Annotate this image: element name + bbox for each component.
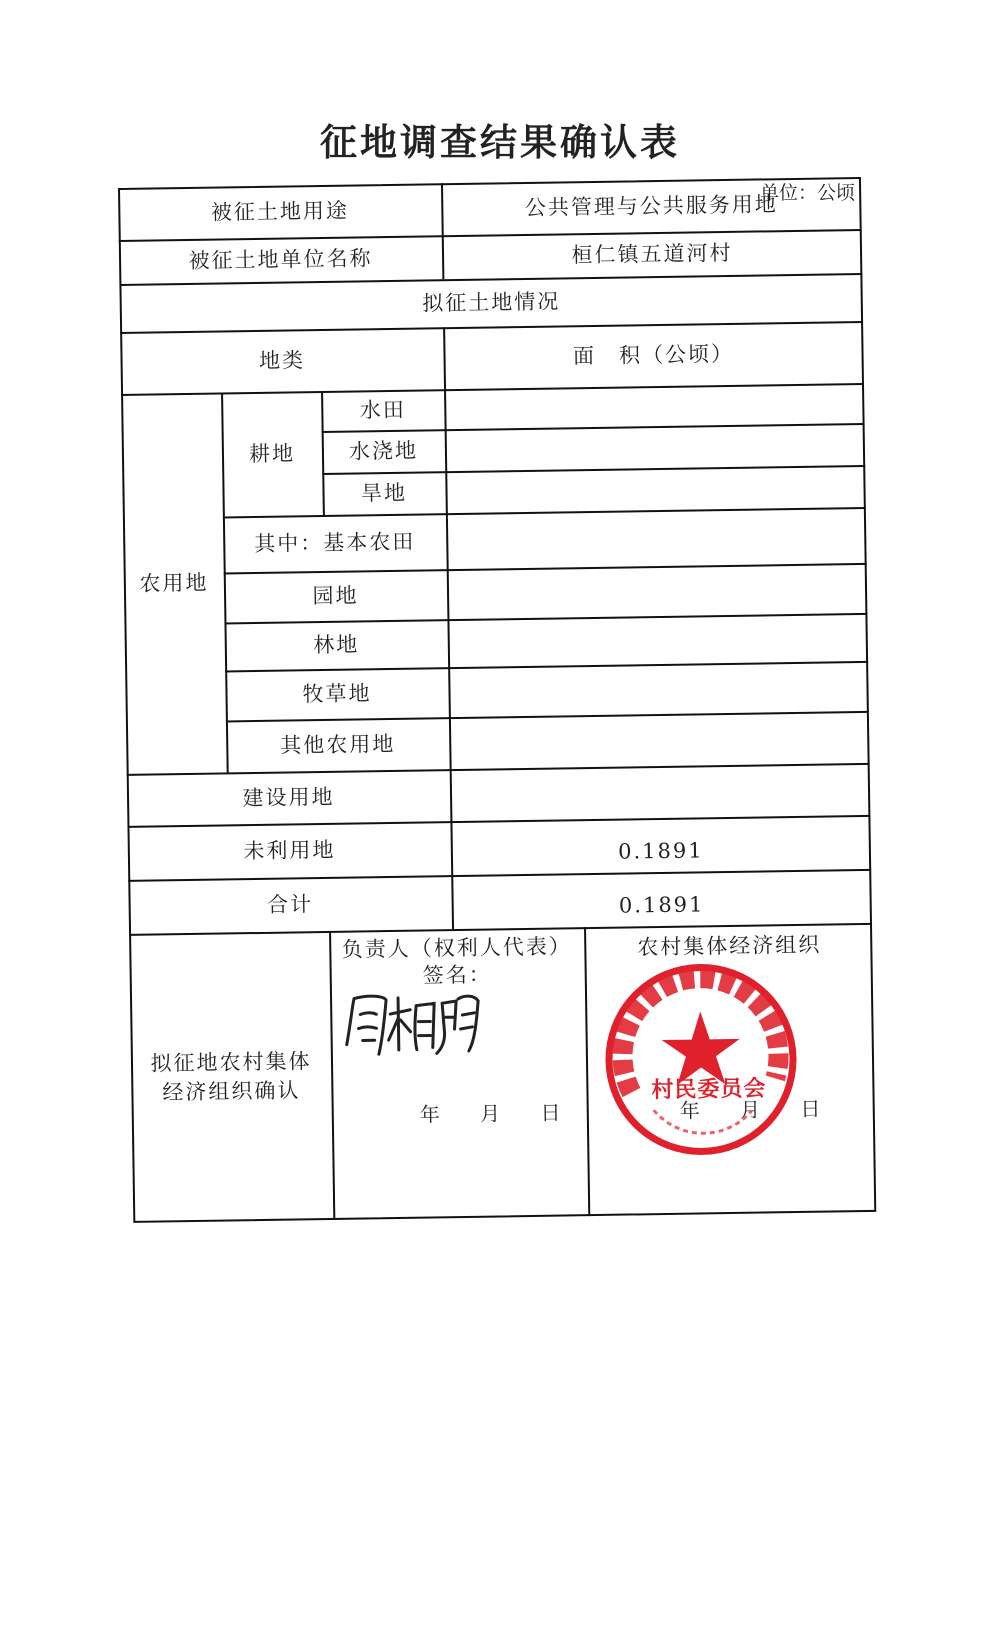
pasture-label: 牧草地 [302, 681, 372, 707]
confirmation-label: 拟征地农村集体经济组织确认 [150, 1049, 312, 1104]
org-label: 农村集体经济组织 [637, 932, 822, 960]
paddy-label: 水田 [359, 397, 406, 423]
irrigated-label: 水浇地 [348, 438, 419, 464]
unused-label: 未利用地 [243, 837, 336, 864]
cultivated-label: 耕地 [248, 441, 296, 466]
land-use-value: 公共管理与公共服务用地 [524, 192, 778, 220]
section-label: 拟征土地情况 [422, 289, 561, 316]
total-label: 合计 [266, 892, 314, 917]
page-title: 征地调查结果确认表 [320, 120, 680, 164]
dry-land-label: 旱地 [360, 480, 408, 506]
basic-farmland-label: 其中：基本农田 [254, 529, 416, 556]
responsible-label: 负责人（权利人代表）签名： [341, 934, 572, 988]
official-seal [600, 958, 803, 1161]
handwritten-signature [340, 983, 491, 1065]
unused-value: 0.1891 [617, 838, 704, 864]
other-farmland-label: 其他农用地 [280, 731, 396, 758]
garden-label: 园地 [312, 583, 359, 608]
seal-date: 年 月 日 [679, 1096, 823, 1123]
unit-name-value: 桓仁镇五道河村 [571, 240, 733, 268]
construction-label: 建设用地 [242, 784, 335, 811]
seal-center-text: 村民委员会 [651, 1076, 767, 1104]
total-value: 0.1891 [618, 892, 705, 918]
land-type-header: 地类 [258, 348, 306, 373]
land-use-label: 被征土地用途 [210, 198, 350, 225]
unit-label: 单位：公顷 [760, 182, 856, 204]
signature-date: 年 月 日 [419, 1100, 563, 1127]
farmland-label: 农用地 [139, 570, 209, 596]
area-header: 面 积（公顷） [572, 341, 735, 369]
unit-name-label: 被征土地单位名称 [188, 246, 373, 273]
confirmation-form [118, 177, 876, 1223]
forest-label: 林地 [313, 632, 360, 657]
